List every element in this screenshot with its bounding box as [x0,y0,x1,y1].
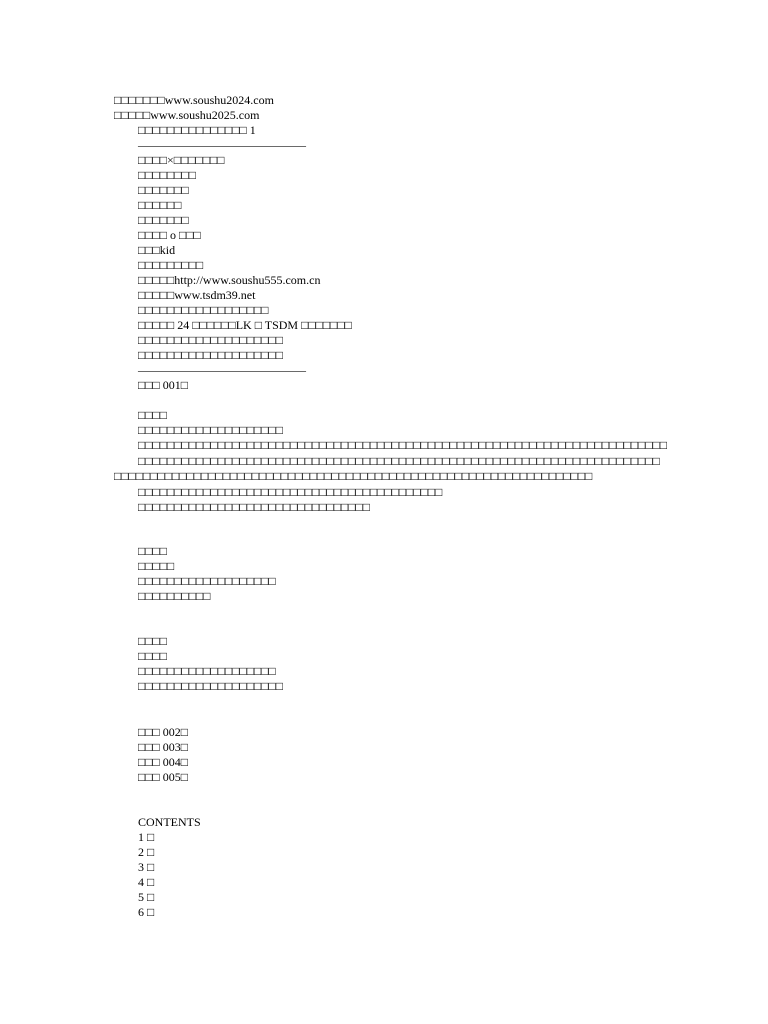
chapter-heading: □□□ 005□ [138,770,188,784]
chapter-heading: □□□ 001□ [138,378,188,392]
contents-item: 1 □ [138,830,155,844]
paragraph-line: □□□□□□□□□□□□□□□□□□□□□□□□□□□□□□□□□□□□□□□□□□□□□□□□□□□□□□□□□□□□□□□□□□□□□□□□□ [138,438,668,452]
header-line-2: □□□□□www.soushu2025.com [114,108,260,122]
text-line: □□□□ [138,634,167,648]
paragraph-line: □□□□□□□□□□□□□□□□□□□□□□□□□□□□□□□□□□□□□□□□□□ [138,485,443,499]
contents-item: 5 □ [138,890,155,904]
text-line: □□□□□□ [138,198,182,212]
text-line: □□□□□www.tsdm39.net [138,288,256,302]
paragraph-line: □□□□□□□□□□□□□□□□□□□□□□□□□□□□□□□□ [138,500,370,514]
separator-line: —————————————— [138,138,306,152]
text-line: □□□□□ 24 □□□□□□LK □ TSDM □□□□□□□ [138,318,352,332]
text-line: □□□□□□□□□□□□□□□□□□ [138,303,269,317]
chapter-heading: □□□ 003□ [138,740,188,754]
header-line-1: □□□□□□□www.soushu2024.com [114,93,274,107]
separator-line: —————————————— [138,363,306,377]
text-line: □□□□□□□□□□□□□□□ 1 [138,123,256,137]
text-line: □□□□ [138,408,167,422]
contents-heading: CONTENTS [138,815,201,829]
text-line: □□□□□http://www.soushu555.com.cn [138,273,321,287]
text-line: □□□□ o □□□ [138,228,201,242]
text-line: □□□□□□□ [138,213,189,227]
contents-item: 3 □ [138,860,155,874]
text-line: □□□□□□□□□□□□□□□□□□□□ [138,423,283,437]
chapter-heading: □□□ 004□ [138,755,188,769]
text-line: □□□□ [138,544,167,558]
chapter-heading: □□□ 002□ [138,725,188,739]
paragraph-wrapped: □□□□□□□□□□□□□□□□□□□□□□□□□□□□□□□□□□□□□□□□□□□□□□□□□□□□□□□□□□□□□□□□□□□□□□□□□□□□□□□□□□□□□□□□□□□□□□□□□□□□□□□□□□□□□□□□□□□□□□□□□□□□□□□□□□□□□□□□□□ [114,454,660,483]
text-line: □□□□□□□□□□□□□□□□□□□□ [138,333,283,347]
contents-item: 4 □ [138,875,155,889]
text-line: □□□□□□□□□□□□□□□□□□□□ [138,348,283,362]
text-line: □□□□□□□□□□□□□□□□□□□ [138,664,276,678]
text-line: □□□□×□□□□□□□ [138,153,225,167]
text-line: □□□□□□□□□□ [138,589,211,603]
text-line: □□□kid [138,243,176,257]
text-line: □□□□□□□□□ [138,258,204,272]
contents-item: 2 □ [138,845,155,859]
text-line: □□□□□□□□□□□□□□□□□□□□ [138,679,283,693]
contents-item: 6 □ [138,905,155,919]
text-line: □□□□ [138,649,167,663]
text-line: □□□□□□□□□□□□□□□□□□□ [138,574,276,588]
text-line: □□□□□□□ [138,183,189,197]
text-line: □□□□□ [138,559,175,573]
text-line: □□□□□□□□ [138,168,196,182]
